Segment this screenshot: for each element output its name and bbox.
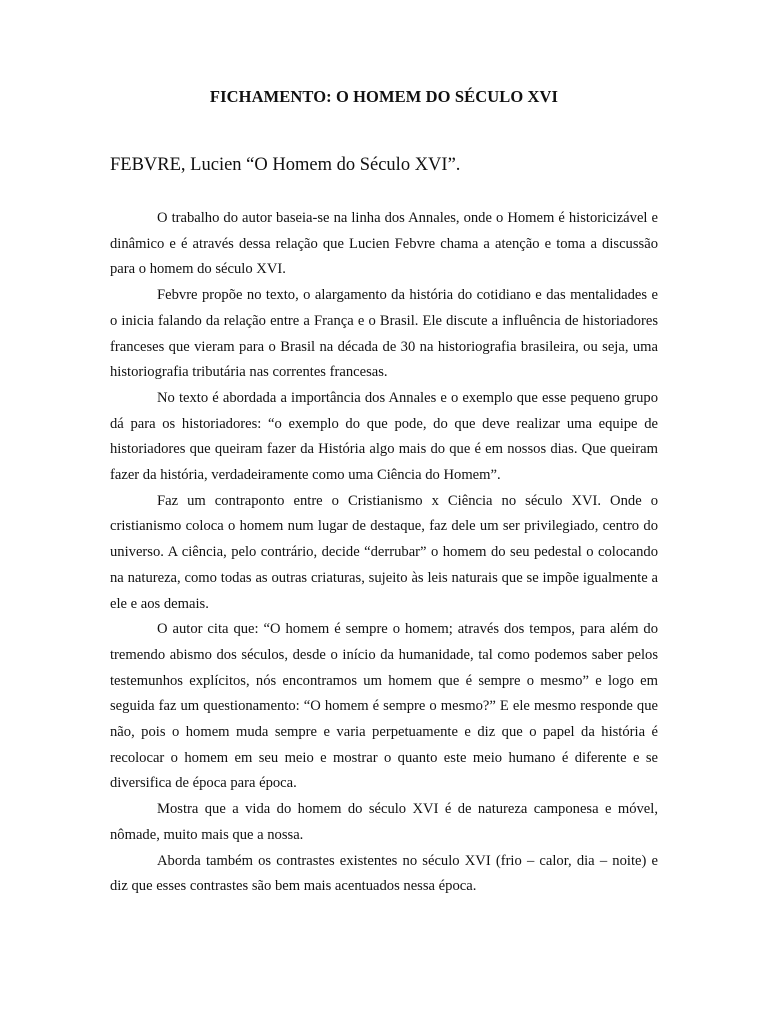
paragraph: O trabalho do autor baseia-se na linha dos Annales, onde o Homem é historicizável e dinâmico e é através dessa relação que Lucien Febvre chama a atenção e toma a discussão para o homem do século XVI. [110,210,658,278]
paragraph: Aborda também os contrastes existentes no século XVI (frio – calor, dia – noite) e diz que esses contrastes são bem mais acentuados nessa época. [110,852,658,895]
paragraph: Mostra que a vida do homem do século XVI é de natureza camponesa e móvel, nômade, muito mais que a nossa. [110,801,658,843]
paragraph: No texto é abordada a importância dos Annales e o exemplo que esse pequeno grupo dá para os historiadores: “o exemplo do que pode, do que deve realizar uma equipe de historiadores que queiram fazer da História algo mais do que é em nossos dias. Que queiram fazer da história, verdadeiramente como uma Ciência do Homem”. [110,389,658,484]
paragraph: O autor cita que: “O homem é sempre o homem; através dos tempos, para além do tremendo abismo dos séculos, desde o início da humanidade, tal como podemos saber pelos testemunhos explícitos, nós encontramos um homem que é sempre o mesmo” e logo em seguida faz um questionamento: “O homem é sempre o mesmo?” E ele mesmo responde que não, pois o homem muda sempre e varia perpetuamente e diz que o papel da história é recolocar o homem em seu meio e mostrar o quanto este meio humano é diferente e se diversifica de época para época. [110,621,658,792]
document-title: FICHAMENTO: O HOMEM DO SÉCULO XVI [209,87,559,106]
bibliographic-reference: FEBVRE, Lucien “O Homem do Século XVI”. [110,155,461,175]
document-body [110,206,658,900]
paragraph: Faz um contraponto entre o Cristianismo x Ciência no século XVI. Onde o cristianismo coloca o homem num lugar de destaque, faz dele um ser privilegiado, centro do universo. A ciência, pelo contrário, decide “derrubar” o homem do seu pedestal o colocando na natureza, como todas as outras criaturas, sujeito às leis naturais que se impõe igualmente a ele e aos demais. [110,492,658,612]
paragraph: Febvre propõe no texto, o alargamento da história do cotidiano e das mentalidades e o inicia falando da relação entre a França e o Brasil. Ele discute a influência de historiadores franceses que vieram para o Brasil na década de 30 na historiografia brasileira, ou seja, uma historiografia tributária nas correntes francesas. [110,287,658,381]
